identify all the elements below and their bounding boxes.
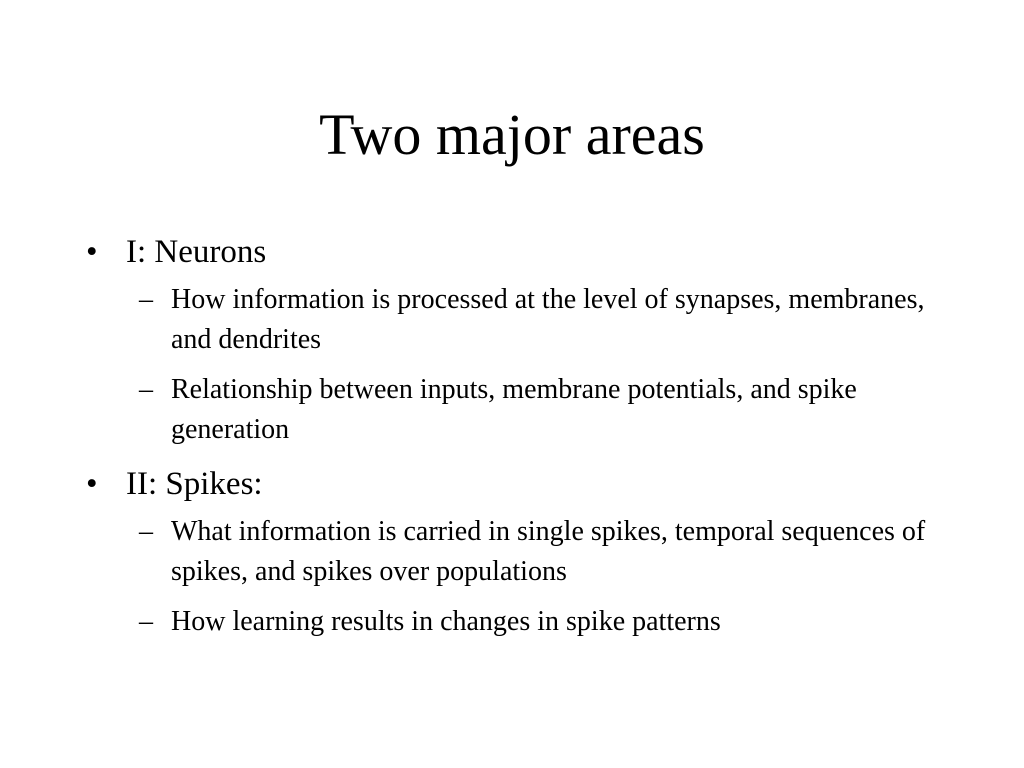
slide-title: Two major areas: [319, 102, 705, 167]
sub-item-text: Relationship between inputs, membrane potentials, and spike generation: [171, 374, 857, 445]
dash-icon: –: [139, 284, 153, 315]
sub-item-text: How learning results in changes in spike patterns: [171, 606, 721, 637]
sub-list: [126, 512, 956, 642]
bullet-text: I: Neurons: [126, 234, 267, 270]
sub-list: [126, 280, 956, 450]
dash-icon: –: [139, 374, 153, 405]
dash-icon: –: [139, 516, 153, 547]
sub-item-text: How information is processed at the level of synapses, membranes, and dendrites: [171, 284, 925, 355]
sub-item: [126, 280, 956, 360]
sub-item: [126, 602, 956, 642]
bullet-icon: •: [86, 234, 98, 270]
bullet-item-spikes: [86, 460, 956, 642]
bullet-item-neurons: [86, 228, 956, 450]
sub-item: [126, 512, 956, 592]
bullet-icon: •: [86, 466, 98, 502]
bullet-text: II: Spikes:: [126, 466, 263, 502]
slide-body: [86, 228, 956, 652]
sub-item: [126, 370, 956, 450]
dash-icon: –: [139, 606, 153, 637]
sub-item-text: What information is carried in single spikes, temporal sequences of spikes, and spikes over populations: [171, 516, 926, 587]
